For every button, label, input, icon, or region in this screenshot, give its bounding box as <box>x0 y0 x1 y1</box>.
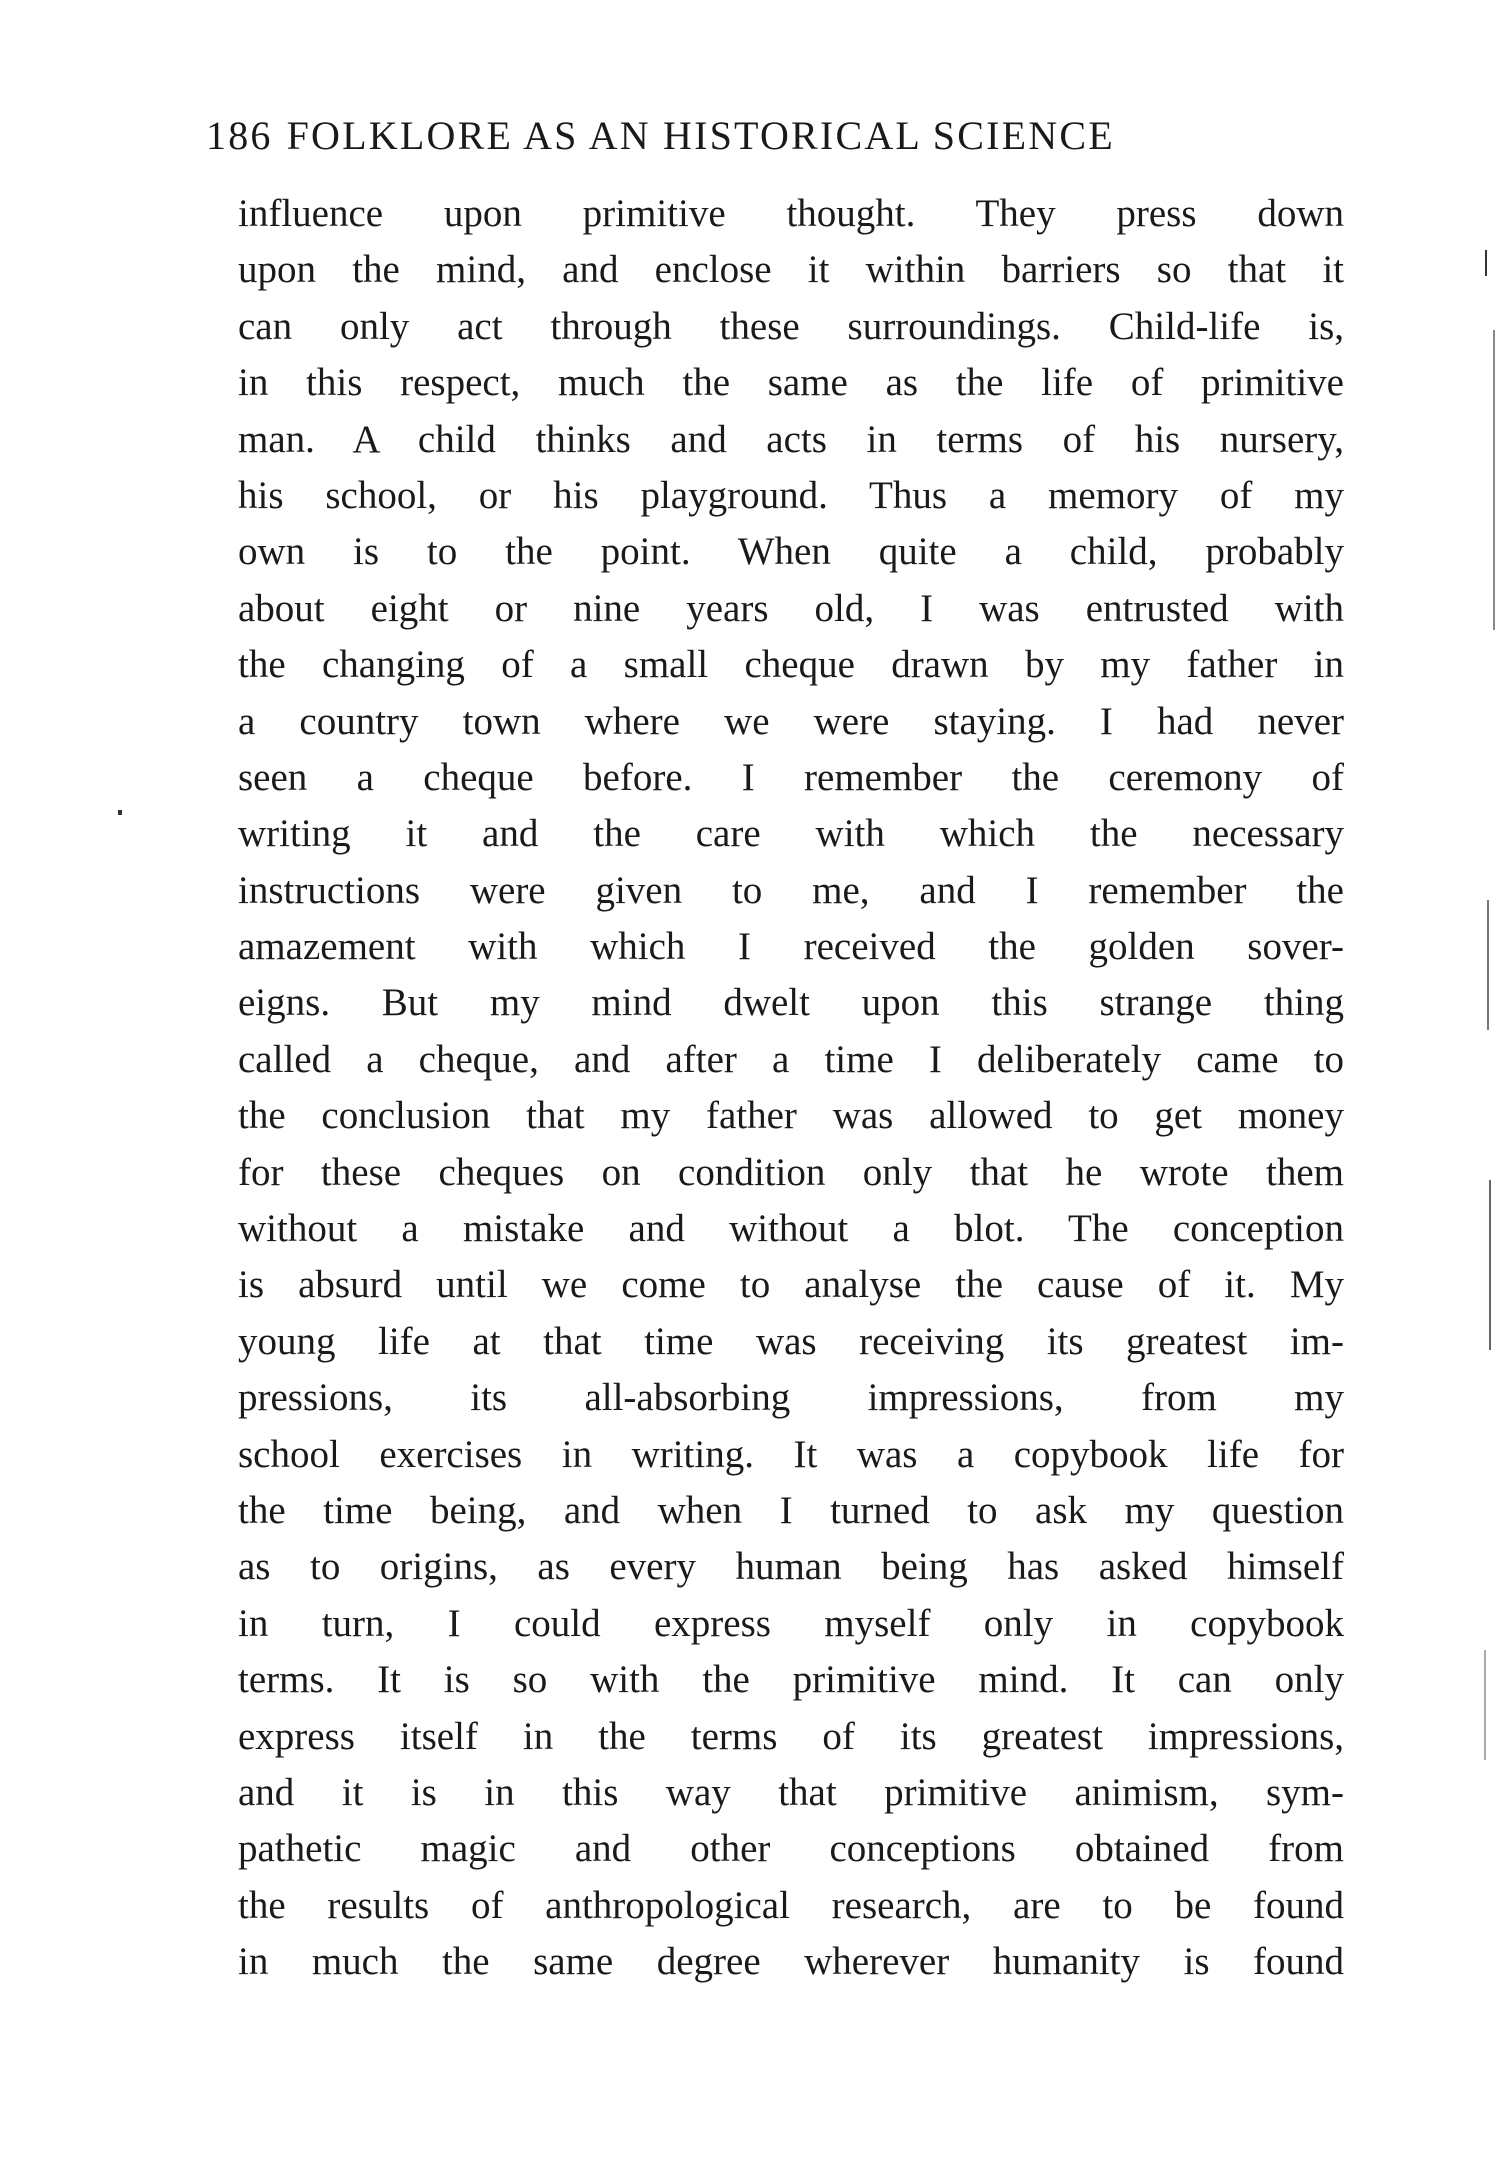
text-line: terms. It is so with the primitive mind. It can only <box>238 1658 1344 1702</box>
text-line: in much the same degree wherever humanity is found <box>238 1940 1344 1984</box>
scan-edge-mark <box>1493 330 1495 630</box>
running-title: FOLKLORE AS AN HISTORICAL SCIENCE <box>286 113 1115 158</box>
text-line: the conclusion that my father was allowed to get money <box>238 1094 1344 1138</box>
text-line: express itself in the terms of its greatest impressions, <box>238 1714 1344 1758</box>
text-line: his school, or his playground. Thus a memory of my <box>238 473 1344 517</box>
text-line: pressions, its all-absorbing impressions, from my <box>238 1376 1344 1420</box>
text-line: the time being, and when I turned to ask my question <box>238 1488 1344 1532</box>
text-line: man. A child thinks and acts in terms of his nursery, <box>238 417 1344 461</box>
body-text <box>238 186 1344 1991</box>
text-line: the changing of a small cheque drawn by my father in <box>238 643 1344 687</box>
text-line: for these cheques on condition only that he wrote them <box>238 1150 1344 1194</box>
text-line: in turn, I could express myself only in copybook <box>238 1601 1344 1645</box>
running-head <box>206 106 1276 166</box>
text-line: upon the mind, and enclose it within barriers so that it <box>238 248 1344 292</box>
text-line: young life at that time was receiving its greatest im- <box>238 1319 1344 1363</box>
text-line: about eight or nine years old, I was entrusted with <box>238 586 1344 630</box>
page-number: 186 <box>206 113 273 158</box>
text-line: can only act through these surroundings. Child-life is, <box>238 304 1344 348</box>
text-line: and it is in this way that primitive animism, sym- <box>238 1770 1344 1814</box>
scan-edge-mark <box>1487 900 1489 1030</box>
text-line: amazement with which I received the golden sover- <box>238 925 1344 969</box>
text-line: as to origins, as every human being has asked himself <box>238 1545 1344 1589</box>
text-line: the results of anthropological research, are to be found <box>238 1883 1344 1927</box>
text-line: school exercises in writing. It was a copybook life for <box>238 1432 1344 1476</box>
text-line: influence upon primitive thought. They press down <box>238 192 1344 235</box>
text-line: is absurd until we come to analyse the cause of it. My <box>238 1263 1344 1307</box>
scan-edge-mark <box>1489 1180 1491 1350</box>
text-line: writing it and the care with which the necessary <box>238 812 1344 856</box>
text-line: own is to the point. When quite a child, probably <box>238 530 1344 574</box>
text-line: seen a cheque before. I remember the ceremony of <box>238 755 1344 799</box>
text-line: instructions were given to me, and I remember the <box>238 868 1344 912</box>
text-line: eigns. But my mind dwelt upon this strange thing <box>238 981 1344 1025</box>
text-line: in this respect, much the same as the life of primitive <box>238 361 1344 405</box>
text-line: a country town where we were staying. I had never <box>238 699 1344 743</box>
scan-edge-mark <box>1484 1650 1486 1760</box>
text-line: pathetic magic and other conceptions obtained from <box>238 1827 1344 1871</box>
text-line: called a cheque, and after a time I deliberately came to <box>238 1037 1344 1081</box>
scan-speck <box>118 810 122 815</box>
text-line: without a mistake and without a blot. The conception <box>238 1207 1344 1251</box>
scan-edge-mark <box>1485 250 1487 276</box>
